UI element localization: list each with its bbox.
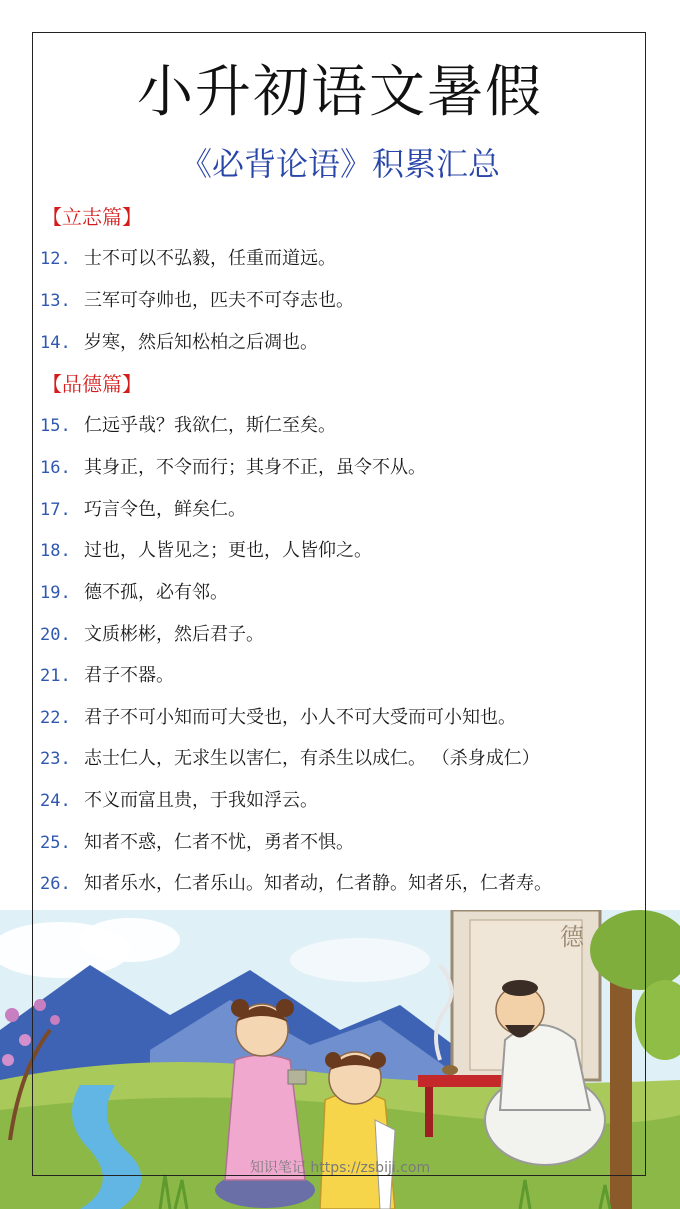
item-number: 26. bbox=[40, 874, 71, 894]
item-text: 志士仁人，无求生以害仁，有杀生以成仁。 （杀身成仁） bbox=[84, 748, 540, 769]
scene-sign-text: 德 bbox=[560, 923, 584, 951]
item-text: 士不可以不弘毅，任重而道远。 bbox=[84, 248, 336, 269]
item-text: 知者不惑，仁者不忧，勇者不惧。 bbox=[84, 832, 354, 853]
item-text: 不义而富且贵，于我如浮云。 bbox=[84, 790, 318, 811]
section-heading-morality: 【品德篇】 bbox=[42, 372, 142, 396]
item-number: 24. bbox=[40, 791, 71, 811]
item-text: 过也，人皆见之；更也，人皆仰之。 bbox=[84, 540, 372, 561]
page-title: 小升初语文暑假 bbox=[137, 60, 543, 125]
item-number: 19. bbox=[40, 583, 71, 603]
item-text: 岁寒，然后知松柏之后凋也。 bbox=[84, 332, 318, 353]
item-text: 仁远乎哉？我欲仁，斯仁至矣。 bbox=[84, 415, 336, 436]
item-text: 巧言令色，鲜矣仁。 bbox=[84, 499, 246, 520]
item-number: 22. bbox=[40, 708, 71, 728]
item-text: 德不孤，必有邻。 bbox=[84, 582, 228, 603]
section-heading-ambition: 【立志篇】 bbox=[42, 205, 142, 229]
item-number: 20. bbox=[40, 625, 71, 645]
item-text: 其身正，不令而行；其身不正，虽令不从。 bbox=[84, 457, 426, 478]
item-number: 21. bbox=[40, 666, 71, 686]
item-text: 君子不器。 bbox=[84, 665, 174, 686]
item-number: 17. bbox=[40, 500, 71, 520]
item-number: 16. bbox=[40, 458, 71, 478]
item-text: 君子不可小知而可大受也，小人不可大受而可小知也。 bbox=[84, 707, 516, 728]
item-number: 13. bbox=[40, 291, 71, 311]
item-text: 知者乐水，仁者乐山。知者动，仁者静。知者乐，仁者寿。 bbox=[84, 873, 552, 894]
item-text: 文质彬彬，然后君子。 bbox=[84, 624, 264, 645]
item-number: 18. bbox=[40, 541, 71, 561]
item-number: 15. bbox=[40, 416, 71, 436]
item-number: 23. bbox=[40, 749, 71, 769]
item-number: 25. bbox=[40, 833, 71, 853]
item-number: 14. bbox=[40, 333, 71, 353]
item-number: 12. bbox=[40, 249, 71, 269]
watermark: 知识笔记 https://zsbiji.com bbox=[249, 1160, 431, 1176]
item-text: 三军可夺帅也，匹夫不可夺志也。 bbox=[84, 290, 354, 311]
page-subtitle: 《必背论语》积累汇总 bbox=[179, 145, 500, 183]
page-border-overlay bbox=[32, 32, 646, 1176]
